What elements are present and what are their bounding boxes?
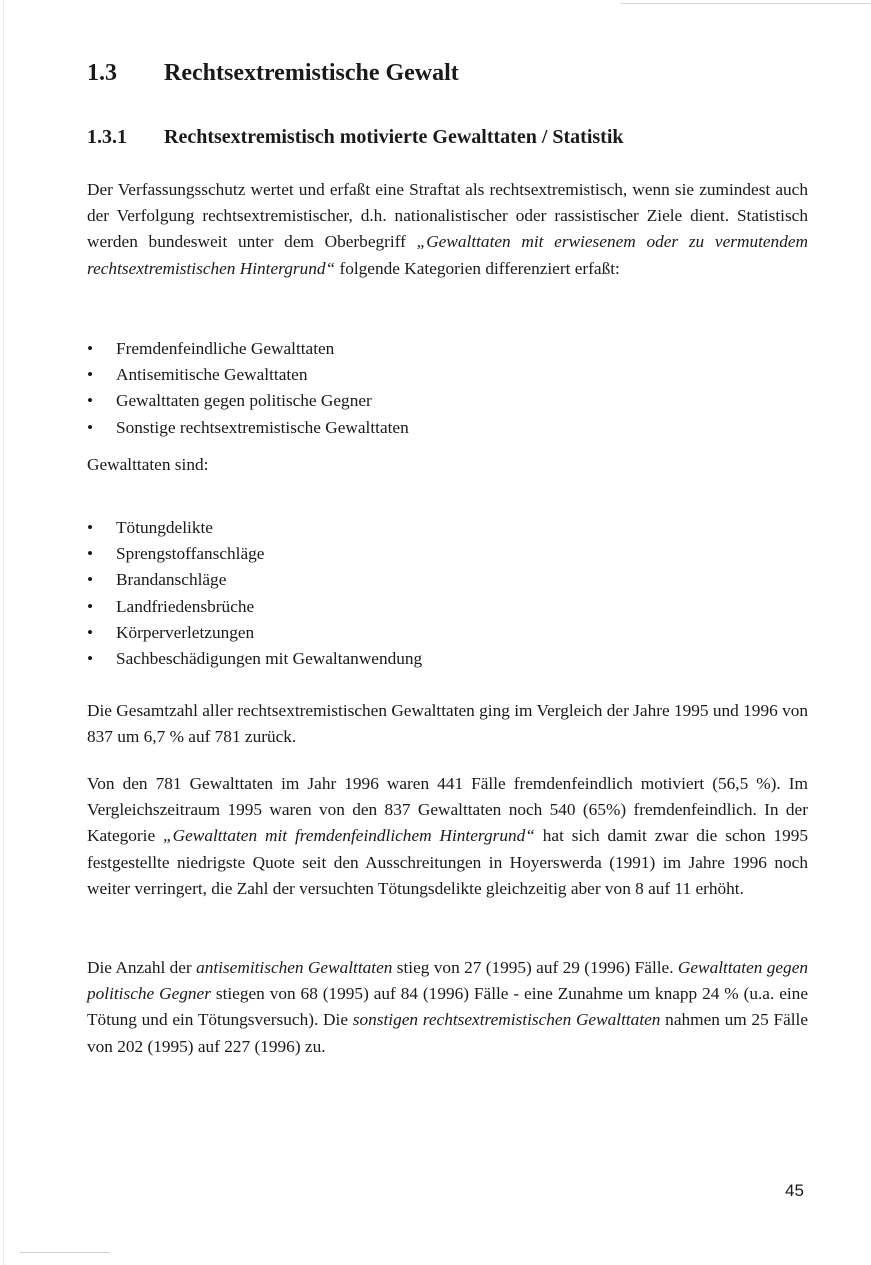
list-item bbox=[87, 415, 409, 441]
subsection-number: 1.3.1 bbox=[87, 126, 127, 148]
list-item bbox=[87, 388, 409, 414]
list-item-text: Fremdenfeindliche Gewalttaten bbox=[116, 339, 335, 358]
bullet-glyph: • bbox=[87, 339, 94, 358]
list-item bbox=[87, 620, 422, 646]
bullet-glyph: • bbox=[87, 391, 94, 411]
other-text-d: nahmen um 25 Fälle von 202 (1995) auf 227 (1996) zu. bbox=[87, 1010, 809, 1056]
section-number: 1.3 bbox=[87, 60, 117, 86]
intro-paragraph bbox=[87, 177, 808, 282]
bullet-glyph: • bbox=[87, 518, 94, 537]
bullet-glyph: • bbox=[87, 649, 94, 669]
intro-text-a: Der Verfassungsschutz wertet und erfaßt eine Straftat als rechtsextremistisch, wenn sie zumindest auch der Verfolgung rechtsextremistischer, d.h. nationalistischer oder rassistischer Ziele dient. Statistisch werden bundesweit unter dem Oberbegriff bbox=[87, 180, 808, 252]
list-item-text: Tötungdelikte bbox=[116, 518, 213, 537]
intro-text-b: folgende Kategorien differenziert erfaßt: bbox=[335, 258, 620, 278]
list-item bbox=[87, 567, 422, 593]
list-item bbox=[87, 336, 409, 362]
bullet-glyph: • bbox=[87, 622, 94, 642]
xeno-text-b: hat sich damit zwar die schon 1995 festgestellte niedrigste Quote seit den Ausschreitungen in Hoyerswerda (1991) im Jahre 1996 noch weiter verringert, die Zahl der versuchten Tötungsdelikte gleichzeitig aber von 8 auf 11 erhöht. bbox=[87, 826, 809, 898]
bullet-glyph: • bbox=[87, 570, 94, 590]
other-text-a: Die Anzahl der bbox=[87, 958, 197, 977]
other-text-c: stiegen von 68 (1995) auf 84 (1996) Fälle - eine Zunahme um knapp 24 % (u.a. eine Tötung und ein Tötungsversuch). Die bbox=[87, 984, 808, 1030]
list-item-text: Körperverletzungen bbox=[116, 622, 255, 642]
list-item-text: Brandanschläge bbox=[116, 570, 227, 590]
list-item bbox=[87, 362, 409, 388]
xenophobic-paragraph bbox=[87, 771, 808, 902]
page-number: 45 bbox=[785, 1181, 804, 1200]
intro-italic-term: „Gewalttaten mit erwiesenem oder zu vermutendem rechtsextremistischen Hintergrund“ bbox=[87, 232, 808, 278]
other-categories-paragraph bbox=[87, 955, 808, 1060]
scan-edge-left bbox=[3, 0, 4, 1265]
scan-edge-bottom bbox=[20, 1252, 110, 1253]
other-text-b: stieg von 27 (1995) auf 29 (1996) Fälle. bbox=[392, 958, 678, 977]
bullet-glyph: • bbox=[87, 596, 94, 616]
list-item bbox=[87, 646, 422, 672]
xeno-italic-term: „Gewalttaten mit fremdenfeindlichem Hintergrund“ bbox=[163, 826, 535, 846]
list-item-text: Landfriedensbrüche bbox=[116, 596, 255, 616]
total-paragraph: Die Gesamtzahl aller rechtsextremistischen Gewalttaten ging im Vergleich der Jahre 1995 und 1996 von 837 um 6,7 % auf 781 zurück. bbox=[87, 701, 808, 747]
acts-intro: Gewalttaten sind: bbox=[87, 455, 209, 474]
other-italic-sonstige: sonstigen rechtsextremistischen Gewalttaten bbox=[352, 1010, 661, 1030]
list-item-text: Sprengstoffanschläge bbox=[116, 544, 265, 564]
scan-edge-top bbox=[620, 3, 871, 4]
section-heading bbox=[87, 60, 459, 87]
list-item bbox=[87, 541, 422, 567]
other-italic-political: Gewalttaten gegen politische Gegner bbox=[87, 958, 809, 1004]
xeno-text-a: Von den 781 Gewalttaten im Jahr 1996 waren 441 Fälle fremdenfeindlich motiviert (56,5 %). Im Vergleichszeitraum 1995 waren von den 837 Gewalttaten noch 540 (65%) fremdenfeindlich. In der Kategorie bbox=[87, 774, 808, 846]
other-italic-antisemitic: antisemitischen Gewalttaten bbox=[196, 958, 393, 977]
section-title: Rechtsextremistische Gewalt bbox=[164, 60, 459, 86]
list-item-text: Sachbeschädigungen mit Gewaltanwendung bbox=[116, 649, 423, 669]
category-list bbox=[87, 336, 409, 441]
subsection-title: Rechtsextremistisch motivierte Gewalttaten / Statistik bbox=[164, 126, 624, 148]
list-item-text: Gewalttaten gegen politische Gegner bbox=[116, 391, 372, 411]
acts-list bbox=[87, 515, 422, 672]
subsection-heading bbox=[87, 126, 624, 149]
list-item-text: Antisemitische Gewalttaten bbox=[116, 365, 308, 385]
list-item bbox=[87, 594, 422, 620]
bullet-glyph: • bbox=[87, 544, 94, 564]
list-item bbox=[87, 515, 422, 541]
bullet-glyph: • bbox=[87, 365, 94, 385]
bullet-glyph: • bbox=[87, 417, 94, 437]
list-item-text: Sonstige rechtsextremistische Gewalttaten bbox=[116, 417, 409, 437]
